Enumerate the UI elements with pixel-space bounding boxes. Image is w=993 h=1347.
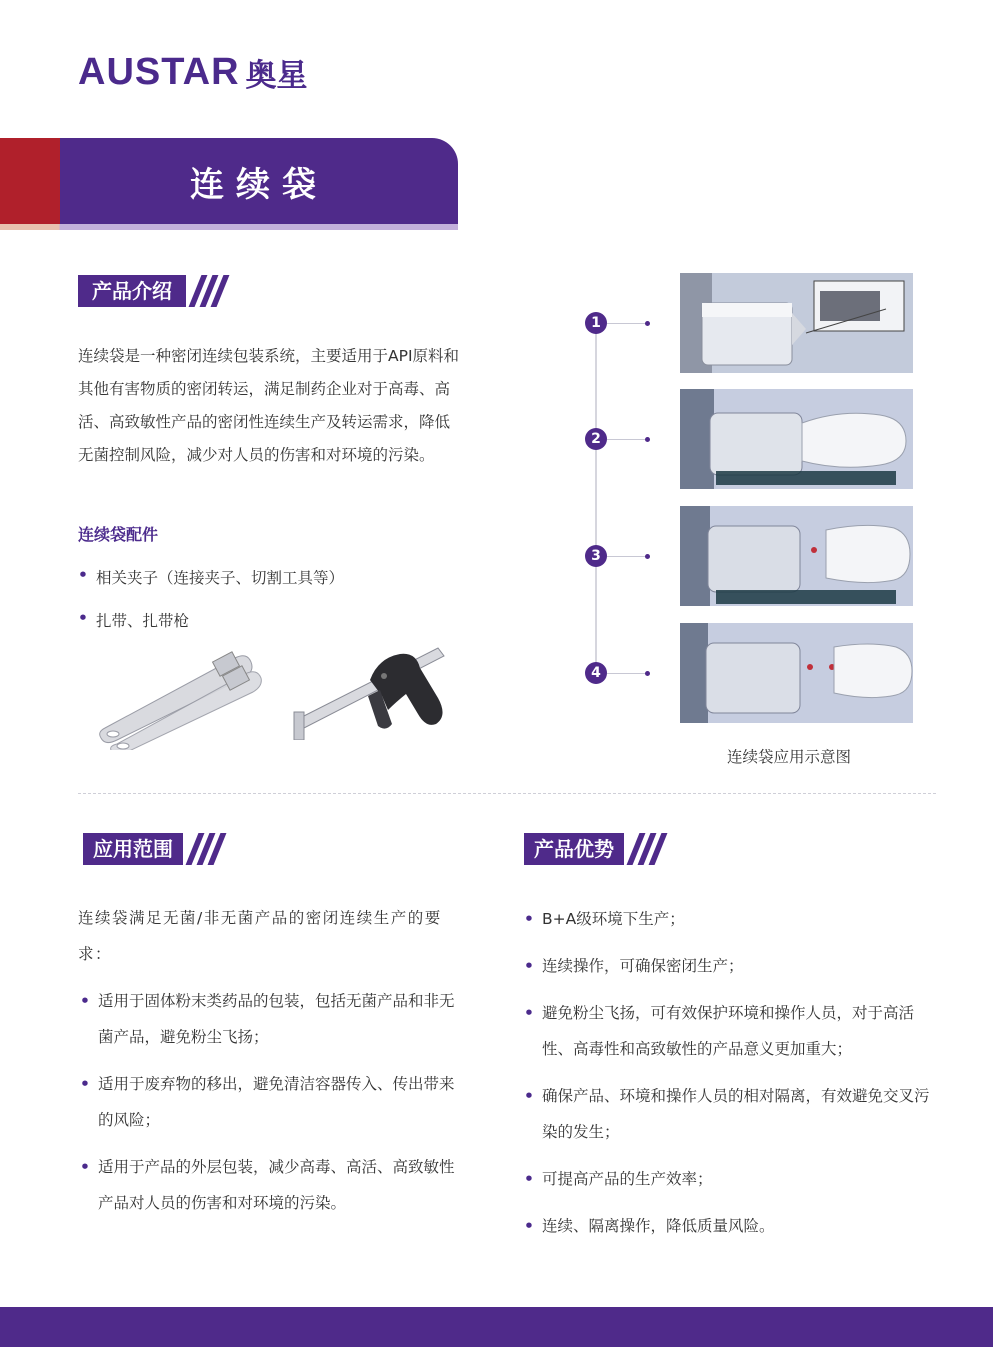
page-title: 连续袋: [190, 164, 328, 205]
advantages-label: 产品优势: [524, 833, 624, 865]
timeline-line: [595, 323, 597, 673]
advantage-item: • B+A级环境下生产；: [524, 901, 939, 937]
tie-gun-image: [288, 640, 458, 740]
cable-tie-image: [95, 640, 265, 750]
slashes-icon: [187, 833, 220, 865]
step-number: 2: [585, 428, 607, 450]
title-red-accent: [0, 138, 60, 224]
accessory-item: • 扎带、扎带枪: [78, 609, 189, 631]
application-text: 连续袋满足无菌/非无菌产品的密闭连续生产的要求：: [78, 909, 442, 963]
step-image-4: [680, 623, 913, 723]
intro-label: 产品介绍: [78, 275, 186, 307]
application-label: 应用范围: [83, 833, 183, 865]
accessory-item: • 相关夹子（连接夹子、切割工具等）: [78, 566, 344, 588]
advantage-item: • 连续、隔离操作，降低质量风险。: [524, 1208, 939, 1244]
application-item: • 适用于固体粉末类药品的包装，包括无菌产品和非无菌产品，避免粉尘飞扬；: [80, 983, 465, 1055]
advantage-item: • 避免粉尘飞扬，可有效保护环境和操作人员，对于高活性、高毒性和高致敏性的产品意义更加重大；: [524, 995, 939, 1067]
intro-text: 连续袋是一种密闭连续包装系统，主要适用于API原料和其他有害物质的密闭转运，满足制药企业对于高毒、高活、高致敏性产品的密闭性连续生产及转运需求，降低无菌控制风险，减少对人员的伤害和对环境的污染。: [78, 347, 460, 464]
accessory-title: 连续袋配件: [78, 525, 159, 544]
brand-logo: [78, 50, 308, 95]
advantage-item: • 确保产品、环境和操作人员的相对隔离，有效避免交叉污染的发生；: [524, 1078, 939, 1150]
advantage-item: • 连续操作，可确保密闭生产；: [524, 948, 939, 984]
step-dot: [645, 437, 650, 442]
intro-section-label: [78, 275, 223, 307]
step-number: 3: [585, 545, 607, 567]
section-divider: [78, 793, 936, 794]
step-dot: [645, 554, 650, 559]
application-item: • 适用于产品的外层包装，减少高毒、高活、高致敏性产品对人员的伤害和对环境的污染。: [80, 1149, 465, 1221]
title-underline: [0, 224, 458, 230]
logo-text: AUSTAR: [78, 51, 240, 93]
step-dot: [645, 321, 650, 326]
advantage-item: • 可提高产品的生产效率；: [524, 1161, 939, 1197]
application-section-label: [83, 833, 220, 865]
logo-cn: 奥星: [245, 58, 308, 94]
title-band: [60, 138, 458, 224]
step-image-3: [680, 506, 913, 606]
step-connector: [607, 323, 647, 324]
step-number: 1: [585, 312, 607, 334]
diagram-caption: 连续袋应用示意图: [727, 748, 852, 766]
slashes-icon: [628, 833, 661, 865]
step-connector: [607, 556, 647, 557]
step-number: 4: [585, 662, 607, 684]
step-connector: [607, 673, 647, 674]
application-item: • 适用于废弃物的移出，避免清洁容器传入、传出带来的风险；: [80, 1066, 465, 1138]
step-image-1: [680, 273, 913, 373]
step-connector: [607, 439, 647, 440]
step-dot: [645, 671, 650, 676]
footer-bar: [0, 1307, 993, 1347]
advantages-section-label: [524, 833, 661, 865]
step-image-2: [680, 389, 913, 489]
slashes-icon: [190, 275, 223, 307]
